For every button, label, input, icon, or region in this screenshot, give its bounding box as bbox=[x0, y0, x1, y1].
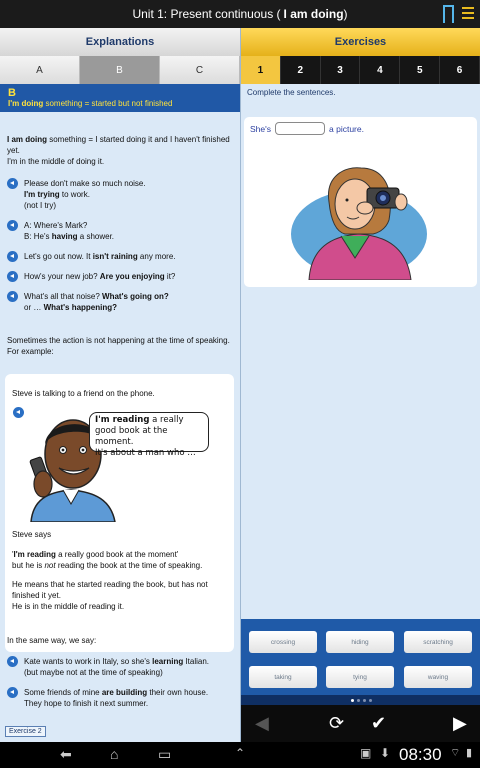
word-option[interactable]: crossing bbox=[249, 631, 317, 653]
speaker-icon[interactable] bbox=[7, 251, 20, 262]
back-icon[interactable]: ⬅ bbox=[60, 746, 72, 762]
exercise-link[interactable]: Exercise 2 bbox=[5, 726, 46, 737]
exercise-instruction: Complete the sentences. bbox=[247, 88, 336, 97]
section-letter: B bbox=[8, 87, 16, 99]
check-icon[interactable]: ✔ bbox=[371, 713, 387, 733]
sentence-start: She's bbox=[250, 123, 271, 134]
section-header bbox=[0, 84, 240, 112]
tab-exercise-6[interactable]: 6 bbox=[440, 56, 480, 84]
exercises-panel bbox=[240, 28, 480, 742]
word-option[interactable]: waving bbox=[404, 666, 472, 688]
clock: 08:30 bbox=[399, 745, 442, 764]
tab-b[interactable]: B bbox=[80, 56, 160, 84]
example-5: What's all that noise? What's going on? or … What's happening? bbox=[7, 291, 233, 313]
exercise-tabs bbox=[241, 56, 480, 84]
tab-exercise-1[interactable]: 1 bbox=[241, 56, 281, 84]
explanations-header: Explanations bbox=[0, 28, 240, 56]
title-suffix: ) bbox=[343, 7, 348, 21]
example-1: Please don't make so much noise. I'm trying to work. (not I try) bbox=[7, 178, 233, 211]
tab-c[interactable]: C bbox=[160, 56, 240, 84]
exercises-header: Exercises bbox=[241, 28, 480, 56]
tab-exercise-2[interactable]: 2 bbox=[281, 56, 321, 84]
speech-bubble: I'm reading a really good book at the moment. It's about a man who … bbox=[89, 412, 209, 452]
download-icon: ⬇ bbox=[380, 746, 391, 760]
example-kate: Kate wants to work in Italy, so she's learning Italian. (but maybe not at the time of speaking) bbox=[7, 656, 209, 678]
speaker-icon[interactable] bbox=[7, 687, 20, 698]
speaker-icon[interactable] bbox=[7, 220, 20, 231]
explanations-panel bbox=[0, 28, 240, 742]
steve-example-card bbox=[5, 374, 234, 652]
gallery-icon: ▣ bbox=[360, 746, 372, 760]
word-option[interactable]: taking bbox=[249, 666, 317, 688]
example-4: How's your new job? Are you enjoying it? bbox=[7, 271, 233, 282]
quote-text: 'I'm reading a really good book at the moment' but he is not reading the book at the time of speaking. bbox=[12, 550, 203, 570]
examples-list bbox=[0, 178, 240, 313]
recent-apps-icon[interactable]: ▭ bbox=[158, 746, 172, 762]
tab-exercise-3[interactable]: 3 bbox=[321, 56, 361, 84]
sentence bbox=[250, 122, 364, 135]
speaker-icon[interactable] bbox=[7, 656, 20, 667]
sentence-end: a picture. bbox=[329, 123, 364, 134]
speaker-icon[interactable] bbox=[7, 178, 20, 189]
intro-text: I am doing something = I started doing it and I haven't finished yet. I'm in the middle of doing it. bbox=[7, 135, 230, 166]
exercise-card bbox=[244, 117, 477, 287]
system-navigation-bar bbox=[0, 742, 480, 768]
title-prefix: Unit 1: Present continuous ( bbox=[132, 7, 281, 21]
card-caption: Steve is talking to a friend on the phone. bbox=[12, 389, 155, 398]
previous-icon[interactable]: ◀ bbox=[255, 713, 269, 733]
means-text: He means that he started reading the book, but has not finished it yet. He is in the middle of reading it. bbox=[12, 580, 208, 611]
page-dots bbox=[241, 695, 480, 705]
title-bold: I am doing bbox=[283, 7, 344, 21]
steve-says: Steve says bbox=[12, 530, 52, 539]
word-bank bbox=[241, 619, 480, 695]
section-subtitle: I'm doing something = started but not finished bbox=[8, 99, 173, 108]
word-option[interactable]: hiding bbox=[326, 631, 394, 653]
home-icon[interactable]: ⌂ bbox=[110, 746, 119, 762]
word-option[interactable]: tying bbox=[326, 666, 394, 688]
example-2: A: Where's Mark? B: He's having a shower. bbox=[7, 220, 233, 242]
tab-exercise-4[interactable]: 4 bbox=[360, 56, 400, 84]
explanation-tabs bbox=[0, 56, 240, 84]
chevron-up-icon[interactable]: ⌃ bbox=[235, 746, 246, 760]
speaker-icon[interactable] bbox=[7, 271, 20, 282]
same-way-block: In the same way, we say: Kate wants to work in Italy, so she's learning Italian. (but maybe not at the time of speaking) Some friends of mine are building their own house. They hope to finish it next summer. bbox=[7, 636, 210, 708]
speaker-icon[interactable] bbox=[7, 291, 20, 302]
word-option[interactable]: scratching bbox=[404, 631, 472, 653]
next-icon[interactable]: ▶ bbox=[453, 713, 467, 733]
woman-camera-illustration bbox=[289, 162, 429, 280]
bookmark-icon[interactable] bbox=[443, 5, 454, 23]
example-friends: Some friends of mine are building their own house. They hope to finish it next summer. bbox=[7, 687, 209, 709]
exercise-controls bbox=[241, 705, 480, 742]
app-title-bar bbox=[0, 0, 480, 28]
example-3: Let's go out now. It isn't raining any more. bbox=[7, 251, 233, 262]
reset-icon[interactable]: ⟳ bbox=[329, 713, 345, 733]
answer-blank[interactable] bbox=[275, 122, 325, 135]
sometimes-text: Sometimes the action is not happening at the time of speaking. For example: bbox=[7, 336, 230, 356]
battery-icon: ▮ bbox=[466, 747, 473, 759]
menu-icon[interactable] bbox=[462, 7, 474, 19]
wifi-icon: ⌔ bbox=[450, 747, 461, 759]
tab-exercise-5[interactable]: 5 bbox=[400, 56, 440, 84]
tab-a[interactable]: A bbox=[0, 56, 80, 84]
